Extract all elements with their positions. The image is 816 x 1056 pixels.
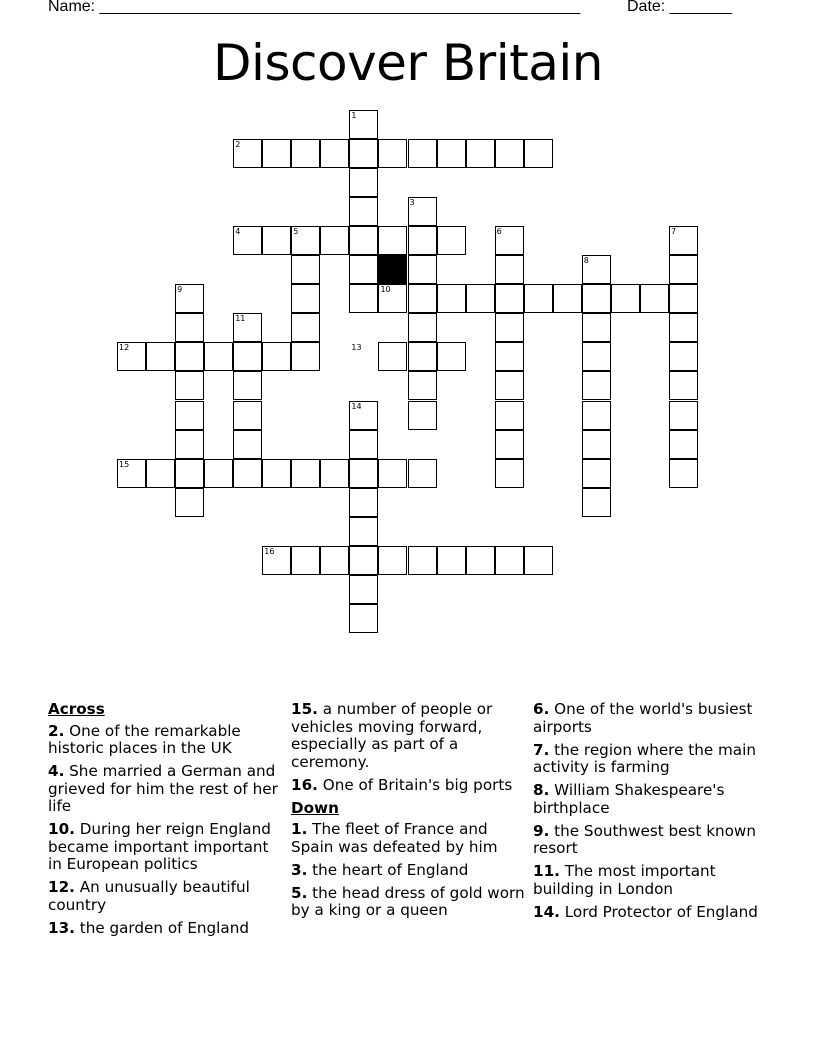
- grid-cell[interactable]: [524, 139, 553, 168]
- grid-cell[interactable]: [349, 488, 378, 517]
- grid-cell[interactable]: [611, 284, 640, 313]
- grid-cell[interactable]: [408, 401, 437, 430]
- grid-cell[interactable]: [582, 371, 611, 400]
- clue-number: 3.: [291, 860, 308, 879]
- grid-cell[interactable]: [495, 430, 524, 459]
- name-field[interactable]: Name: ______________________________________________________: [48, 0, 581, 15]
- grid-cell[interactable]: [233, 430, 262, 459]
- black-cell: [378, 255, 407, 284]
- clue-number: 5.: [291, 883, 308, 902]
- grid-cell[interactable]: [320, 546, 349, 575]
- grid-cell[interactable]: [320, 139, 349, 168]
- grid-cell[interactable]: [408, 139, 437, 168]
- clue-text: Lord Protector of England: [564, 902, 758, 921]
- clue-number: 4.: [48, 762, 65, 780]
- clues-column-3: [533, 701, 769, 927]
- clues-column-1: [48, 701, 284, 943]
- grid-cell[interactable]: [669, 342, 698, 371]
- grid-cell[interactable]: [495, 342, 524, 371]
- grid-cell[interactable]: [408, 546, 437, 575]
- grid-cell[interactable]: [378, 459, 407, 488]
- grid-cell[interactable]: [262, 342, 291, 371]
- grid-cell[interactable]: [437, 226, 466, 255]
- grid-cell[interactable]: [175, 430, 204, 459]
- grid-cell[interactable]: [669, 284, 698, 313]
- grid-cell[interactable]: [349, 226, 378, 255]
- clue-down-6: [533, 701, 769, 736]
- grid-cell[interactable]: [378, 226, 407, 255]
- grid-cell[interactable]: [320, 459, 349, 488]
- clue-text: William Shakespeare's birthplace: [533, 781, 725, 817]
- clue-across-13: [48, 920, 284, 938]
- grid-cell[interactable]: [524, 284, 553, 313]
- grid-cell[interactable]: [233, 371, 262, 400]
- grid-cell[interactable]: [291, 342, 320, 371]
- clue-number: 9.: [533, 821, 550, 840]
- clue-across-12: [48, 879, 284, 914]
- grid-cell[interactable]: [291, 313, 320, 342]
- clue-text: An unusually beautiful country: [48, 878, 250, 914]
- cell-number: 13: [351, 343, 362, 353]
- grid-cell[interactable]: [349, 430, 378, 459]
- clue-number: 11.: [533, 862, 560, 880]
- clue-down-14: [533, 904, 769, 922]
- grid-cell[interactable]: [175, 313, 204, 342]
- clue-down-3: [291, 862, 527, 880]
- grid-cell[interactable]: [582, 401, 611, 430]
- clue-down-9: [533, 823, 769, 858]
- across-heading: Across: [48, 700, 105, 718]
- grid-cell[interactable]: [669, 313, 698, 342]
- clue-number: 12.: [48, 878, 75, 896]
- grid-cell[interactable]: [291, 255, 320, 284]
- grid-cell[interactable]: [291, 284, 320, 313]
- grid-cell[interactable]: [437, 139, 466, 168]
- grid-cell[interactable]: [233, 459, 262, 488]
- grid-cell[interactable]: [349, 168, 378, 197]
- grid-cell[interactable]: [146, 459, 175, 488]
- grid-cell[interactable]: [640, 284, 669, 313]
- clue-down-11: [533, 863, 769, 898]
- grid-cell[interactable]: [320, 226, 349, 255]
- grid-cell[interactable]: [349, 459, 378, 488]
- grid-cell[interactable]: [408, 459, 437, 488]
- clue-text: During her reign England became important important in European politics: [48, 820, 271, 873]
- clue-text: The most important building in London: [533, 862, 716, 898]
- grid-cell[interactable]: [175, 488, 204, 517]
- cell-number: 12: [119, 343, 130, 353]
- clue-across-10: [48, 821, 284, 874]
- clue-across-16: [291, 777, 527, 795]
- grid-cell[interactable]: [175, 371, 204, 400]
- clue-text: the heart of England: [312, 860, 469, 879]
- grid-cell[interactable]: [669, 430, 698, 459]
- grid-cell[interactable]: [378, 139, 407, 168]
- cell-number: 14: [351, 401, 362, 411]
- cell-number: 10: [380, 285, 391, 295]
- grid-cell[interactable]: [408, 342, 437, 371]
- grid-cell[interactable]: [524, 546, 553, 575]
- clue-number: 16.: [291, 775, 318, 794]
- grid-cell[interactable]: [669, 459, 698, 488]
- grid-cell[interactable]: [437, 284, 466, 313]
- clue-text: the region where the main activity is farming: [533, 740, 756, 776]
- grid-cell[interactable]: [495, 371, 524, 400]
- grid-cell[interactable]: [378, 546, 407, 575]
- grid-cell[interactable]: [466, 139, 495, 168]
- grid-cell[interactable]: [582, 342, 611, 371]
- grid-cell[interactable]: [582, 313, 611, 342]
- grid-cell[interactable]: [175, 342, 204, 371]
- clue-number: 2.: [48, 721, 65, 740]
- clue-number: 8.: [533, 781, 550, 799]
- grid-cell[interactable]: [175, 401, 204, 430]
- page-title: Discover Britain: [213, 34, 603, 92]
- cell-number: 16: [264, 546, 275, 556]
- grid-cell[interactable]: [437, 342, 466, 371]
- grid-cell[interactable]: [204, 342, 233, 371]
- grid-cell[interactable]: [408, 226, 437, 255]
- grid-cell[interactable]: [408, 284, 437, 313]
- cell-number: 11: [235, 314, 246, 324]
- grid-cell[interactable]: [582, 284, 611, 313]
- down-heading: Down: [291, 798, 339, 817]
- clue-text: One of the world's busiest airports: [533, 700, 753, 736]
- clue-down-7: [533, 742, 769, 777]
- cell-number: 15: [119, 459, 130, 469]
- grid-cell[interactable]: [349, 517, 378, 546]
- grid-cell[interactable]: [349, 604, 378, 633]
- grid-cell[interactable]: [204, 459, 233, 488]
- grid-cell[interactable]: [495, 255, 524, 284]
- grid-cell[interactable]: [495, 546, 524, 575]
- clue-text: One of the remarkable historic places in the UK: [48, 721, 241, 757]
- clue-text: She married a German and grieved for him the rest of her life: [48, 762, 278, 815]
- clue-across-15: [291, 701, 527, 771]
- grid-cell[interactable]: [582, 459, 611, 488]
- clue-down-8: [533, 782, 769, 817]
- grid-cell[interactable]: [582, 488, 611, 517]
- grid-cell[interactable]: [408, 313, 437, 342]
- clue-number: 14.: [533, 902, 560, 921]
- clue-number: 15.: [291, 700, 318, 718]
- cell-number: 1: [351, 111, 357, 120]
- cell-number: 4: [235, 227, 241, 237]
- grid-cell[interactable]: [291, 459, 320, 488]
- grid-cell[interactable]: [669, 255, 698, 284]
- grid-cell[interactable]: [349, 255, 378, 284]
- grid-cell[interactable]: [553, 284, 582, 313]
- grid-cell[interactable]: [233, 342, 262, 371]
- grid-cell[interactable]: [495, 284, 524, 313]
- grid-cell[interactable]: [349, 575, 378, 604]
- clue-number: 13.: [48, 918, 75, 937]
- grid-cell[interactable]: [349, 546, 378, 575]
- clue-text: a number of people or vehicles moving forward, especially as part of a ceremony.: [291, 700, 493, 771]
- grid-cell[interactable]: [146, 342, 175, 371]
- grid-cell[interactable]: [582, 430, 611, 459]
- cell-number: 7: [670, 227, 677, 237]
- grid-cell[interactable]: [175, 459, 204, 488]
- grid-cell[interactable]: [349, 197, 378, 226]
- grid-cell[interactable]: [349, 284, 378, 313]
- clue-text: the head dress of gold worn by a king or a queen: [291, 883, 525, 919]
- grid-cell[interactable]: [262, 459, 291, 488]
- clue-text: The fleet of France and Spain was defeated by him: [291, 820, 498, 856]
- grid-cell[interactable]: [408, 371, 437, 400]
- grid-cell[interactable]: [466, 284, 495, 313]
- clue-down-5: [291, 885, 527, 920]
- cell-number: 2: [235, 140, 241, 150]
- clue-across-2: [48, 723, 284, 758]
- grid-cell[interactable]: [495, 313, 524, 342]
- grid-cell[interactable]: [669, 371, 698, 400]
- grid-cell[interactable]: [408, 255, 437, 284]
- grid-cell[interactable]: [495, 139, 524, 168]
- grid-cell[interactable]: [495, 459, 524, 488]
- clue-number: 7.: [533, 740, 550, 759]
- grid-cell[interactable]: [378, 342, 407, 371]
- grid-cell[interactable]: [262, 139, 291, 168]
- clue-text: the Southwest best known resort: [533, 821, 756, 857]
- grid-cell[interactable]: [262, 226, 291, 255]
- grid-cell[interactable]: [495, 401, 524, 430]
- cell-number: 5: [293, 227, 299, 237]
- date-field[interactable]: Date: _______: [627, 0, 732, 15]
- clue-number: 6.: [533, 700, 550, 718]
- grid-cell[interactable]: [233, 401, 262, 430]
- cell-number: 3: [409, 198, 415, 208]
- cell-number: 8: [583, 256, 589, 266]
- clue-number: 1.: [291, 820, 308, 838]
- clue-text: One of Britain's big ports: [322, 775, 513, 794]
- clue-number: 10.: [48, 820, 75, 838]
- cell-number: 6: [496, 227, 502, 237]
- clue-across-4: [48, 763, 284, 816]
- grid-cell[interactable]: [669, 401, 698, 430]
- cell-number: 9: [177, 285, 183, 295]
- clue-down-1: [291, 821, 527, 856]
- grid-cell[interactable]: [291, 546, 320, 575]
- grid-cell[interactable]: [291, 139, 320, 168]
- clues-column-2: [291, 701, 527, 925]
- grid-cell[interactable]: [437, 546, 466, 575]
- grid-cell[interactable]: [349, 139, 378, 168]
- clue-text: the garden of England: [79, 918, 249, 937]
- grid-cell[interactable]: [466, 546, 495, 575]
